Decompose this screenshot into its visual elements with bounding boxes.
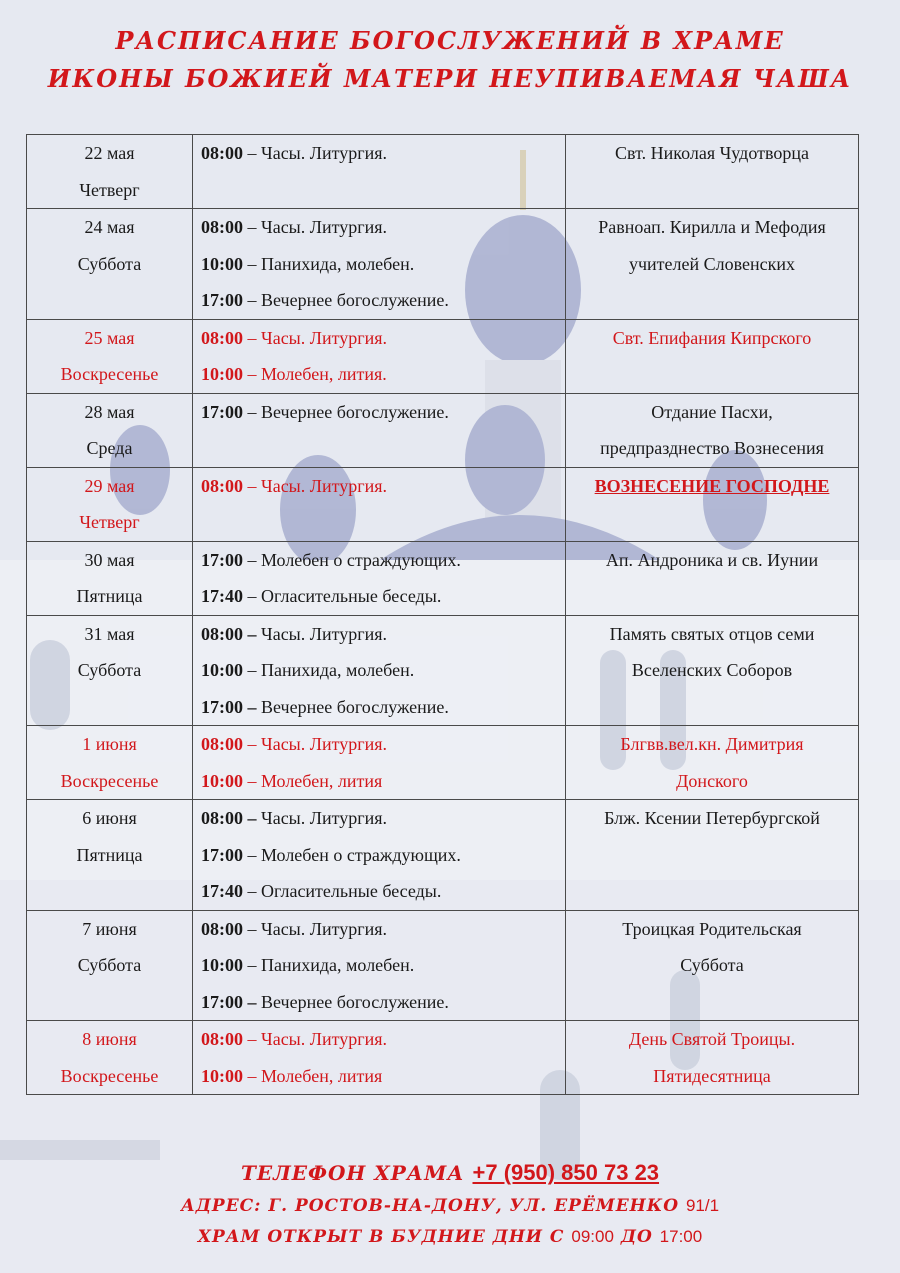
commemoration-cell (566, 467, 859, 541)
commemoration-cell (566, 800, 859, 911)
service-time: 17:40 (201, 881, 243, 901)
service-text: Часы. Литургия. (261, 918, 388, 939)
service-separator: – (243, 918, 261, 939)
service-text: Часы. Литургия. (261, 327, 388, 348)
service-time: 17:40 (201, 586, 243, 606)
weekday-text: Пятница (76, 844, 143, 865)
commemoration-cell (566, 209, 859, 320)
date-cell (27, 726, 193, 800)
service-time: 17:00 (201, 549, 243, 570)
services-cell (193, 319, 566, 393)
service-text: Огласительные беседы. (261, 586, 442, 606)
services-cell (193, 135, 566, 209)
service-line (201, 542, 565, 579)
service-separator: – (243, 475, 261, 496)
commemoration-text: Донского (676, 770, 748, 791)
service-separator: – (243, 401, 261, 422)
commemoration-text: День Святой Троицы. (628, 1029, 796, 1049)
service-line (201, 468, 565, 505)
service-text: Вечернее богослужение. (261, 991, 449, 1012)
commemoration-text: Отдание Пасхи, (651, 401, 773, 422)
service-text: Панихида, молебен. (261, 253, 415, 274)
schedule-row (27, 800, 859, 911)
service-separator: – (243, 660, 261, 680)
commemoration-cell (566, 615, 859, 726)
service-line (201, 984, 565, 1021)
service-separator: – (243, 327, 261, 348)
services-cell (193, 910, 566, 1021)
service-time: 08:00 (201, 217, 243, 237)
service-line (201, 652, 565, 689)
service-line (201, 356, 565, 393)
service-line (201, 616, 565, 653)
schedule-row (27, 910, 859, 1021)
address-number: 91/1 (685, 1196, 720, 1215)
service-text: Молебен, лития. (261, 364, 387, 384)
service-line (201, 1021, 565, 1058)
service-line (201, 689, 565, 726)
service-separator: – (243, 770, 261, 791)
weekday-text: Четверг (79, 512, 140, 532)
phone-line (0, 1160, 900, 1186)
service-separator: – (243, 955, 261, 975)
address-line (0, 1196, 900, 1216)
service-time: 17:00 (201, 290, 243, 310)
date-text: 25 мая (84, 327, 135, 348)
service-text: Огласительные беседы. (261, 881, 442, 901)
date-cell (27, 615, 193, 726)
service-separator: – (243, 364, 261, 384)
service-text: Часы. Литургия. (261, 475, 388, 496)
commemoration-cell (566, 393, 859, 467)
date-text: 7 июня (82, 918, 137, 939)
service-text: Часы. Литургия. (261, 734, 388, 754)
date-text: 28 мая (84, 401, 135, 422)
weekday-text: Четверг (79, 179, 140, 200)
service-line (201, 763, 565, 800)
date-text: 30 мая (84, 549, 135, 570)
service-line (201, 726, 565, 763)
date-text: 22 мая (84, 143, 135, 163)
weekday-text: Среда (86, 438, 133, 458)
service-time: 08:00 (201, 327, 243, 348)
service-time: 08:00 – (201, 808, 257, 828)
page-title-line2: ИКОНЫ БОЖИЕЙ МАТЕРИ НЕУПИВАЕМАЯ ЧАША (47, 64, 853, 93)
feast-title: ВОЗНЕСЕНИЕ ГОСПОДНЕ (594, 475, 830, 496)
service-separator: – (243, 881, 261, 901)
service-text: Молебен, лития (261, 1065, 383, 1086)
schedule-row (27, 467, 859, 541)
commemoration-text: Троицкая Родительская (622, 918, 802, 939)
services-cell (193, 209, 566, 320)
weekday-text: Воскресенье (60, 770, 159, 791)
service-time: 08:00 (201, 143, 243, 163)
services-cell (193, 726, 566, 800)
commemoration-text: Память святых отцов семи (609, 623, 815, 644)
service-line (201, 911, 565, 948)
service-line (201, 837, 565, 874)
commemoration-cell (566, 319, 859, 393)
service-time: 10:00 (201, 1065, 243, 1086)
date-cell (27, 541, 193, 615)
date-cell (27, 800, 193, 911)
service-text: Часы. Литургия. (261, 808, 388, 828)
service-time: 10:00 (201, 955, 243, 975)
service-text: Панихида, молебен. (261, 660, 415, 680)
service-text: Молебен о страждующих. (261, 549, 461, 570)
date-cell (27, 135, 193, 209)
commemoration-cell (566, 910, 859, 1021)
schedule-row (27, 1021, 859, 1095)
weekday-text: Воскресенье (60, 1065, 159, 1086)
service-line (201, 246, 565, 283)
service-line (201, 320, 565, 357)
service-separator: – (243, 586, 261, 606)
commemoration-text: Ап. Андроника и св. Иунии (605, 549, 819, 570)
schedule-row (27, 319, 859, 393)
commemoration-text: Блгвв.вел.кн. Димитрия (620, 734, 804, 754)
service-line (201, 800, 565, 837)
service-text: Панихида, молебен. (261, 955, 415, 975)
commemoration-cell (566, 726, 859, 800)
schedule-row (27, 209, 859, 320)
service-separator: – (243, 1029, 261, 1049)
date-text: 1 июня (82, 734, 137, 754)
date-cell (27, 467, 193, 541)
service-separator: – (243, 290, 261, 310)
service-separator: – (243, 1065, 261, 1086)
date-text: 8 июня (82, 1029, 137, 1049)
service-separator: – (243, 143, 261, 163)
weekday-text: Воскресенье (60, 364, 159, 384)
commemoration-cell (566, 135, 859, 209)
services-cell (193, 1021, 566, 1095)
commemoration-text: Равноап. Кирилла и Мефодия (598, 217, 826, 237)
hours-to: 17:00 (659, 1227, 703, 1246)
page-title-line1: РАСПИСАНИЕ БОГОСЛУЖЕНИЙ В ХРАМЕ (115, 26, 785, 55)
schedule-table (26, 134, 859, 1095)
address-label: АДРЕС: Г. РОСТОВ-НА-ДОНУ, УЛ. ЕРЁМЕНКО (180, 1196, 686, 1216)
schedule-row (27, 135, 859, 209)
date-cell (27, 319, 193, 393)
phone-link[interactable]: +7 (950) 850 73 23 (472, 1160, 660, 1185)
service-time: 17:00 – (201, 696, 257, 717)
weekday-text: Пятница (76, 586, 143, 606)
date-cell (27, 1021, 193, 1095)
hours-label: ХРАМ ОТКРЫТ В БУДНИЕ ДНИ С (197, 1227, 572, 1247)
weekday-text: Суббота (77, 253, 142, 274)
service-time: 10:00 (201, 660, 243, 680)
schedule-row (27, 393, 859, 467)
hours-mid: ДО (613, 1227, 660, 1247)
services-cell (193, 393, 566, 467)
service-text: Молебен о страждующих. (261, 844, 461, 865)
service-line (201, 394, 565, 431)
service-separator: – (243, 253, 261, 274)
commemoration-text: предпразднество Вознесения (600, 438, 824, 458)
schedule-row (27, 726, 859, 800)
service-line (201, 135, 565, 172)
service-line (201, 209, 565, 246)
commemoration-cell (566, 541, 859, 615)
commemoration-text: Вселенских Соборов (631, 660, 793, 680)
services-cell (193, 615, 566, 726)
commemoration-text: Пятидесятница (653, 1065, 771, 1086)
service-time: 10:00 (201, 253, 243, 274)
service-line (201, 578, 565, 615)
services-cell (193, 541, 566, 615)
service-separator: – (243, 734, 261, 754)
service-time: 10:00 (201, 770, 243, 791)
weekday-text: Суббота (77, 660, 142, 680)
service-text: Вечернее богослужение. (261, 290, 449, 310)
date-text: 6 июня (82, 808, 137, 828)
date-text: 24 мая (84, 217, 135, 237)
hours-from: 09:00 (571, 1227, 614, 1246)
service-line (201, 873, 565, 910)
service-text: Молебен, лития (261, 770, 383, 791)
phone-label: ТЕЛЕФОН ХРАМА (240, 1161, 473, 1185)
service-line (201, 1058, 565, 1095)
date-text: 29 мая (84, 475, 135, 496)
service-text: Часы. Литургия. (261, 1029, 388, 1049)
service-time: 17:00 – (201, 991, 257, 1012)
service-text: Вечернее богослужение. (261, 696, 449, 717)
date-cell (27, 910, 193, 1021)
service-time: 10:00 (201, 364, 243, 384)
service-text: Вечернее богослужение. (261, 401, 449, 422)
service-time: 08:00 (201, 1029, 243, 1049)
date-cell (27, 209, 193, 320)
service-time: 17:00 (201, 844, 243, 865)
hours-line (0, 1227, 900, 1247)
service-separator: – (243, 217, 261, 237)
commemoration-text: Суббота (680, 955, 744, 975)
service-line (201, 947, 565, 984)
commemoration-cell (566, 1021, 859, 1095)
commemoration-text: Свт. Николая Чудотворца (615, 143, 809, 163)
schedule-row (27, 615, 859, 726)
service-text: Часы. Литургия. (261, 623, 388, 644)
date-text: 31 мая (84, 623, 135, 644)
service-time: 08:00 (201, 918, 243, 939)
service-time: 17:00 (201, 401, 243, 422)
service-time: 08:00 – (201, 623, 257, 644)
service-text: Часы. Литургия. (261, 143, 388, 163)
commemoration-text: Блж. Ксении Петербургской (604, 808, 820, 828)
schedule-row (27, 541, 859, 615)
date-cell (27, 393, 193, 467)
service-separator: – (243, 549, 261, 570)
service-text: Часы. Литургия. (261, 217, 388, 237)
service-time: 08:00 (201, 475, 243, 496)
weekday-text: Суббота (77, 955, 142, 975)
service-line (201, 282, 565, 319)
commemoration-text: учителей Словенских (628, 253, 796, 274)
services-cell (193, 467, 566, 541)
services-cell (193, 800, 566, 911)
service-time: 08:00 (201, 734, 243, 754)
commemoration-text: Свт. Епифания Кипрского (612, 327, 812, 348)
service-separator: – (243, 844, 261, 865)
